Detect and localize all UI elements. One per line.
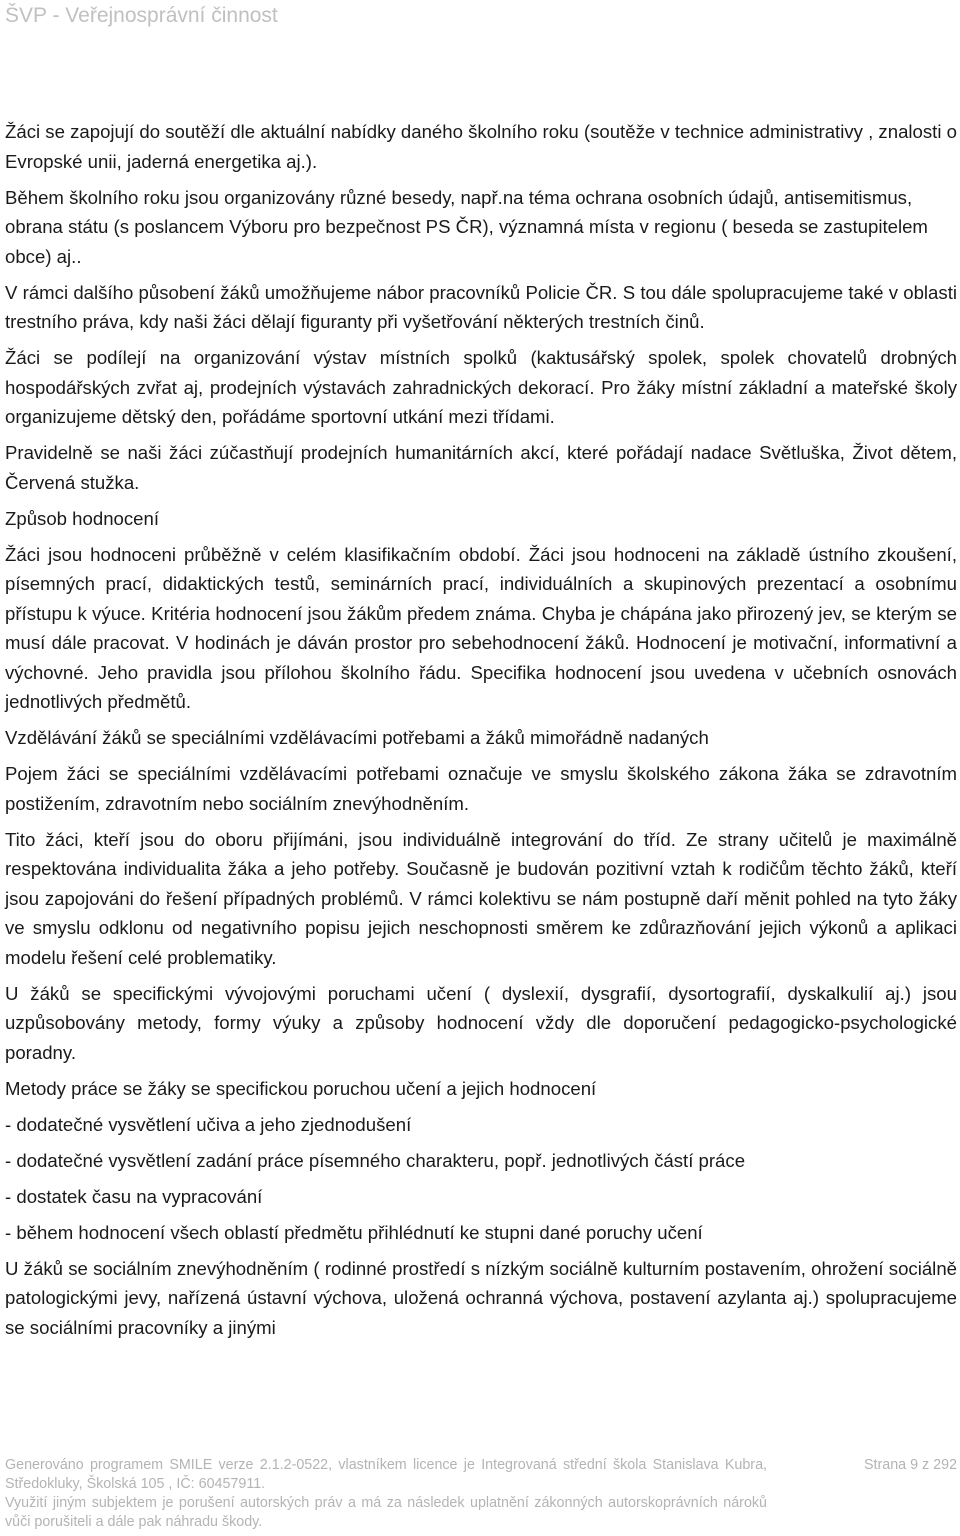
document-footer — [5, 1456, 957, 1532]
paragraph-charity: Pravidelně se naši žáci zúčastňují prodejních humanitárních akcí, které pořádají nadace Světluška, Život dětem, Červená stužka. — [5, 442, 957, 493]
section-heading-evaluation: Způsob hodnocení — [5, 507, 160, 529]
footer-copyright-notice: Využití jiným subjektem je porušení autorských práv a má za následek uplatnění zákonných autorskoprávních nároků vůči porušiteli a dále pak náhradu škody. — [5, 1495, 767, 1530]
paragraph-discussions: Během školního roku jsou organizovány různé besedy, např.na téma ochrana osobních údajů, antisemitismus, obrana státu (s poslancem Výboru pro bezpečnost PS ČR), významná místa v regionu ( beseda se zastupitelem obce) aj.. — [5, 186, 928, 267]
section-heading-methods: Metody práce se žáky se specifickou poruchou učení a jejich hodnocení — [5, 1077, 597, 1099]
paragraph-exhibitions: Žáci se podílejí na organizování výstav místních spolků (kaktusářský spolek, spolek chovatelů drobných hospodářských zvřat aj, prodejních výstavách zahradnických dekorací. Pro žáky místní základní a mateřské školy organizujeme dětský den, pořádáme sportovní utkání mezi třídami. — [5, 347, 957, 427]
footer-page-number: Strana 9 z 292 — [864, 1457, 957, 1473]
document-body — [5, 117, 957, 1349]
footer-generated-by: Generováno programem SMILE verze 2.1.2-0522, vlastníkem licence je Integrovaná střední škola Stanislava Kubra, Středokluky, Školská 105 , IČ: 60457911. — [5, 1457, 767, 1492]
list-item-method: - dostatek času na vypracování — [5, 1185, 263, 1207]
document-header-title: ŠVP - Veřejnosprávní činnost — [5, 4, 278, 27]
paragraph-social-disadvantage: U žáků se sociálním znevýhodněním ( rodinné prostředí s nízkým sociálně kulturním postavením, ohrožení sociálně patologickými jevy, nařízená ústavní výchova, uložená ochranná výchova, postavení azylanta aj.) spolupracujeme se sociálními pracovníky a jinými — [5, 1257, 957, 1338]
section-heading-special-needs: Vzdělávání žáků se speciálními vzdělávacími potřebami a žáků mimořádně nadaných — [5, 727, 709, 748]
paragraph-learning-disorders: U žáků se specifickými vývojovými poruchami učení ( dyslexií, dysgrafií, dysortografií, dyskalkulií aj.) jsou uzpůsobovány metody, formy výuky a způsoby hodnocení vždy dle doporučení pedagogicko-psychologické poradny. — [5, 982, 957, 1063]
paragraph-competitions: Žáci se zapojují do soutěží dle aktuální nabídky daného školního roku (soutěže v technice administrativy , znalosti o Evropské unii, jaderná energetika aj.). — [5, 121, 957, 172]
paragraph-integration: Tito žáci, kteří jsou do oboru přijímáni, jsou individuálně integrování do tříd. Ze strany učitelů je maximálně respektována individualita žáka a jeho potřeby. Současně je budován pozitivní vztah k rodičům těchto žáků, kteří jsou zapojováni do řešení případných problémů. V rámci kolektivu se nám postupně daří měnit pohled na tyto žáky ve smyslu odklonu od negativního popisu jejich neschopnosti směrem ke zdůrazňování jejich výkonů a aplikaci modelu řešení celé problematiky. — [5, 828, 957, 968]
list-item-method: - dodatečné vysvětlení učiva a jeho zjednodušení — [5, 1113, 412, 1135]
list-item-method: - během hodnocení všech oblastí předmětu přihlédnutí ke stupni dané poruchy učení — [5, 1221, 703, 1243]
paragraph-special-needs-definition: Pojem žáci se speciálními vzdělávacími potřebami označuje ve smyslu školského zákona žáka se zdravotním postižením, zdravotním nebo sociálním znevýhodněním. — [5, 763, 957, 814]
paragraph-evaluation: Žáci jsou hodnoceni průběžně v celém klasifikačním období. Žáci jsou hodnoceni na základě ústního zkoušení, písemných prací, didaktických testů, seminárních prací, individuálních a skupinových prezentací a osobnímu přístupu k výuce. Kritéria hodnocení jsou žákům předem známa. Chyba je chápána jako přirozený jev, se kterým se musí dále pracovat. V hodinách je dáván prostor pro sebehodnocení žáků. Hodnocení je motivační, informativní a výchovné. Jeho pravidla jsou přílohou školního řádu. Specifika hodnocení jsou uvedena v učebních osnovách jednotlivých předmětů. — [5, 543, 957, 712]
paragraph-police-cooperation: V rámci dalšího působení žáků umožňujeme nábor pracovníků Policie ČR. S tou dále spolupracujeme také v oblasti trestního práva, kdy naši žáci dělají figuranty při vyšetřování některých trestních činů. — [5, 281, 957, 332]
list-item-method: - dodatečné vysvětlení zadání práce písemného charakteru, popř. jednotlivých částí práce — [5, 1149, 746, 1171]
